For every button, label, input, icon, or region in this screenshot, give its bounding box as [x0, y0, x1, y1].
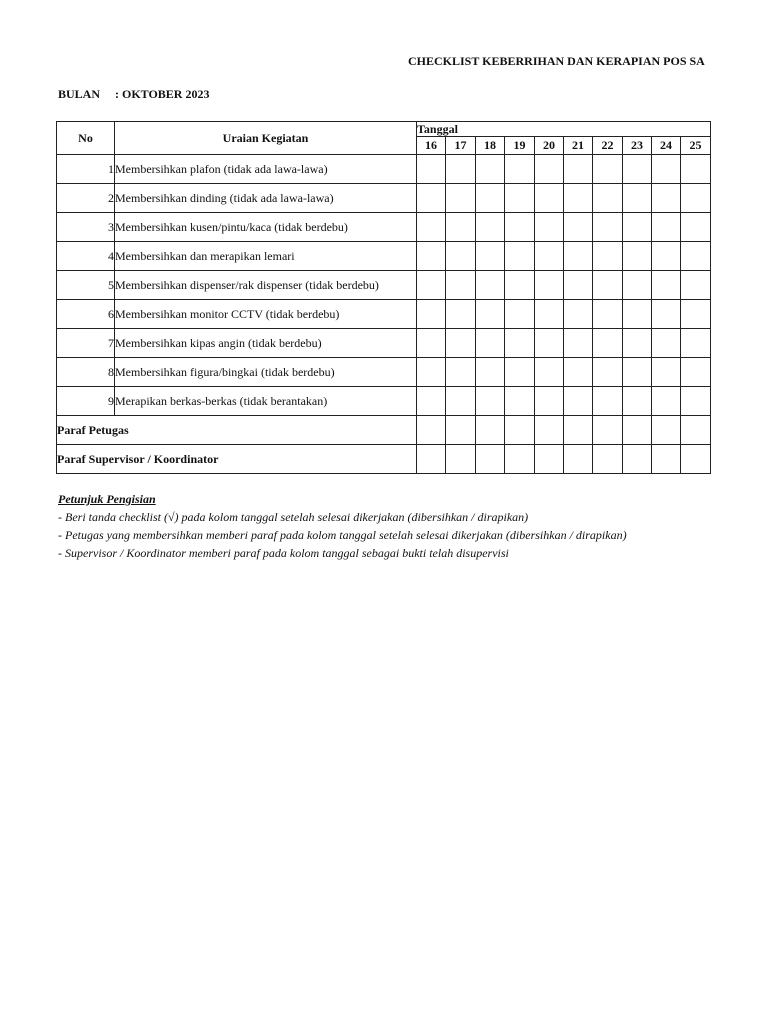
sign-cell[interactable]: [652, 445, 681, 474]
check-cell[interactable]: [681, 329, 711, 358]
check-cell[interactable]: [681, 242, 711, 271]
check-cell[interactable]: [564, 300, 593, 329]
check-cell[interactable]: [505, 300, 535, 329]
check-cell[interactable]: [623, 155, 652, 184]
check-cell[interactable]: [623, 184, 652, 213]
day-header: 16: [417, 137, 446, 155]
row-description: Membersihkan kipas angin (tidak berdebu): [115, 329, 417, 358]
check-cell[interactable]: [652, 387, 681, 416]
check-cell[interactable]: [446, 329, 476, 358]
row-number: 2: [57, 184, 115, 213]
table-row: [57, 387, 711, 416]
check-cell[interactable]: [564, 155, 593, 184]
table-row: [57, 242, 711, 271]
check-cell[interactable]: [681, 300, 711, 329]
sign-cell[interactable]: [564, 445, 593, 474]
check-cell[interactable]: [593, 184, 623, 213]
check-cell[interactable]: [564, 271, 593, 300]
check-cell[interactable]: [593, 387, 623, 416]
day-header: 24: [652, 137, 681, 155]
sign-cell[interactable]: [535, 416, 564, 445]
check-cell[interactable]: [652, 271, 681, 300]
paraf-supervisor-label: Paraf Supervisor / Koordinator: [57, 445, 417, 474]
row-number: 1: [57, 155, 115, 184]
check-cell[interactable]: [652, 329, 681, 358]
check-cell[interactable]: [535, 387, 564, 416]
row-number: 8: [57, 358, 115, 387]
check-cell[interactable]: [681, 387, 711, 416]
check-cell[interactable]: [623, 242, 652, 271]
check-cell[interactable]: [505, 271, 535, 300]
check-cell[interactable]: [505, 329, 535, 358]
column-header-tanggal: Tanggal: [417, 122, 711, 137]
check-cell[interactable]: [476, 329, 505, 358]
checklist-rows: [57, 155, 711, 416]
column-header-desc: Uraian Kegiatan: [115, 122, 417, 155]
check-cell[interactable]: [535, 184, 564, 213]
table-row: [57, 155, 711, 184]
checklist-table: [56, 121, 711, 474]
check-cell[interactable]: [593, 300, 623, 329]
check-cell[interactable]: [681, 358, 711, 387]
row-number: 7: [57, 329, 115, 358]
check-cell[interactable]: [564, 329, 593, 358]
check-cell[interactable]: [476, 300, 505, 329]
instruction-line: - Petugas yang membersihkan memberi paraf pada kolom tanggal setelah selesai dikerjakan (dibersihkan / dirapikan): [58, 528, 627, 542]
sign-cell[interactable]: [417, 416, 446, 445]
check-cell[interactable]: [593, 358, 623, 387]
sign-cell[interactable]: [535, 445, 564, 474]
check-cell[interactable]: [417, 155, 446, 184]
header-row-top: [57, 122, 711, 137]
title-container: [330, 52, 712, 70]
check-cell[interactable]: [446, 300, 476, 329]
check-cell[interactable]: [623, 329, 652, 358]
day-header: 25: [681, 137, 711, 155]
check-cell[interactable]: [505, 155, 535, 184]
row-number: 3: [57, 213, 115, 242]
day-header: 17: [446, 137, 476, 155]
sign-cell[interactable]: [476, 416, 505, 445]
row-description: Merapikan berkas-berkas (tidak berantakan): [115, 387, 417, 416]
document-title: CHECKLIST KEBERRIHAN DAN KERAPIAN POS SA: [408, 54, 705, 68]
day-header: 23: [623, 137, 652, 155]
paraf-petugas-label: Paraf Petugas: [57, 416, 417, 445]
check-cell[interactable]: [446, 387, 476, 416]
check-cell[interactable]: [476, 271, 505, 300]
check-cell[interactable]: [505, 387, 535, 416]
row-description: Membersihkan monitor CCTV (tidak berdebu): [115, 300, 417, 329]
check-cell[interactable]: [535, 300, 564, 329]
sign-cell[interactable]: [593, 445, 623, 474]
day-header: 20: [535, 137, 564, 155]
sign-cell[interactable]: [652, 416, 681, 445]
check-cell[interactable]: [593, 213, 623, 242]
row-description: Membersihkan dinding (tidak ada lawa-lawa): [115, 184, 417, 213]
check-cell[interactable]: [652, 213, 681, 242]
check-cell[interactable]: [446, 184, 476, 213]
check-cell[interactable]: [476, 155, 505, 184]
table-row: [57, 358, 711, 387]
row-description: Membersihkan dan merapikan lemari: [115, 242, 417, 271]
table-row: [57, 329, 711, 358]
check-cell[interactable]: [505, 358, 535, 387]
check-cell[interactable]: [535, 271, 564, 300]
check-cell[interactable]: [564, 213, 593, 242]
row-number: 6: [57, 300, 115, 329]
sign-cell[interactable]: [417, 445, 446, 474]
table-row: [57, 271, 711, 300]
check-cell[interactable]: [564, 184, 593, 213]
check-cell[interactable]: [446, 358, 476, 387]
check-cell[interactable]: [476, 242, 505, 271]
check-cell[interactable]: [446, 271, 476, 300]
sign-cell[interactable]: [681, 416, 711, 445]
check-cell[interactable]: [417, 387, 446, 416]
check-cell[interactable]: [593, 271, 623, 300]
paraf-supervisor-row: [57, 445, 711, 474]
check-cell[interactable]: [417, 300, 446, 329]
instructions: [58, 490, 627, 562]
sign-cell[interactable]: [446, 445, 476, 474]
check-cell[interactable]: [593, 242, 623, 271]
check-cell[interactable]: [564, 387, 593, 416]
check-cell[interactable]: [535, 329, 564, 358]
check-cell[interactable]: [476, 358, 505, 387]
row-number: 4: [57, 242, 115, 271]
sign-cell[interactable]: [505, 445, 535, 474]
check-cell[interactable]: [623, 271, 652, 300]
check-cell[interactable]: [652, 300, 681, 329]
check-cell[interactable]: [623, 300, 652, 329]
check-cell[interactable]: [535, 242, 564, 271]
check-cell[interactable]: [652, 242, 681, 271]
check-cell[interactable]: [446, 155, 476, 184]
sign-cell[interactable]: [623, 416, 652, 445]
row-number: 9: [57, 387, 115, 416]
check-cell[interactable]: [476, 387, 505, 416]
check-cell[interactable]: [505, 184, 535, 213]
instruction-line: - Supervisor / Koordinator memberi paraf pada kolom tanggal sebagai bukti telah disupervisi: [58, 546, 509, 560]
check-cell[interactable]: [417, 184, 446, 213]
sign-cell[interactable]: [476, 445, 505, 474]
check-cell[interactable]: [417, 242, 446, 271]
check-cell[interactable]: [564, 358, 593, 387]
check-cell[interactable]: [652, 358, 681, 387]
check-cell[interactable]: [417, 271, 446, 300]
table-row: [57, 184, 711, 213]
check-cell[interactable]: [476, 213, 505, 242]
check-cell[interactable]: [681, 271, 711, 300]
table-row: [57, 300, 711, 329]
check-cell[interactable]: [564, 242, 593, 271]
check-cell[interactable]: [417, 213, 446, 242]
check-cell[interactable]: [505, 242, 535, 271]
paraf-petugas-row: [57, 416, 711, 445]
check-cell[interactable]: [623, 213, 652, 242]
row-description: Membersihkan dispenser/rak dispenser (tidak berdebu): [115, 271, 417, 300]
column-header-no: No: [57, 122, 115, 155]
check-cell[interactable]: [535, 213, 564, 242]
check-cell[interactable]: [535, 155, 564, 184]
check-cell[interactable]: [681, 184, 711, 213]
check-cell[interactable]: [623, 387, 652, 416]
sign-cell[interactable]: [623, 445, 652, 474]
check-cell[interactable]: [446, 213, 476, 242]
check-cell[interactable]: [417, 329, 446, 358]
check-cell[interactable]: [417, 358, 446, 387]
check-cell[interactable]: [476, 184, 505, 213]
day-header: 18: [476, 137, 505, 155]
check-cell[interactable]: [681, 213, 711, 242]
sign-cell[interactable]: [446, 416, 476, 445]
day-header: 22: [593, 137, 623, 155]
check-cell[interactable]: [681, 155, 711, 184]
row-description: Membersihkan plafon (tidak ada lawa-lawa): [115, 155, 417, 184]
sign-cell[interactable]: [505, 416, 535, 445]
row-description: Membersihkan kusen/pintu/kaca (tidak berdebu): [115, 213, 417, 242]
instruction-line: - Beri tanda checklist (√) pada kolom tanggal setelah selesai dikerjakan (dibersihkan / dirapikan): [58, 510, 529, 524]
month-value: : OKTOBER 2023: [115, 87, 210, 101]
row-description: Membersihkan figura/bingkai (tidak berdebu): [115, 358, 417, 387]
sign-cell[interactable]: [681, 445, 711, 474]
check-cell[interactable]: [623, 358, 652, 387]
table-row: [57, 213, 711, 242]
row-number: 5: [57, 271, 115, 300]
check-cell[interactable]: [593, 329, 623, 358]
check-cell[interactable]: [652, 155, 681, 184]
check-cell[interactable]: [593, 155, 623, 184]
instructions-title: Petunjuk Pengisian: [58, 492, 156, 506]
day-header: 19: [505, 137, 535, 155]
check-cell[interactable]: [652, 184, 681, 213]
day-header: 21: [564, 137, 593, 155]
check-cell[interactable]: [446, 242, 476, 271]
sign-cell[interactable]: [593, 416, 623, 445]
check-cell[interactable]: [505, 213, 535, 242]
month-label: BULAN: [58, 87, 101, 101]
sign-cell[interactable]: [564, 416, 593, 445]
check-cell[interactable]: [535, 358, 564, 387]
